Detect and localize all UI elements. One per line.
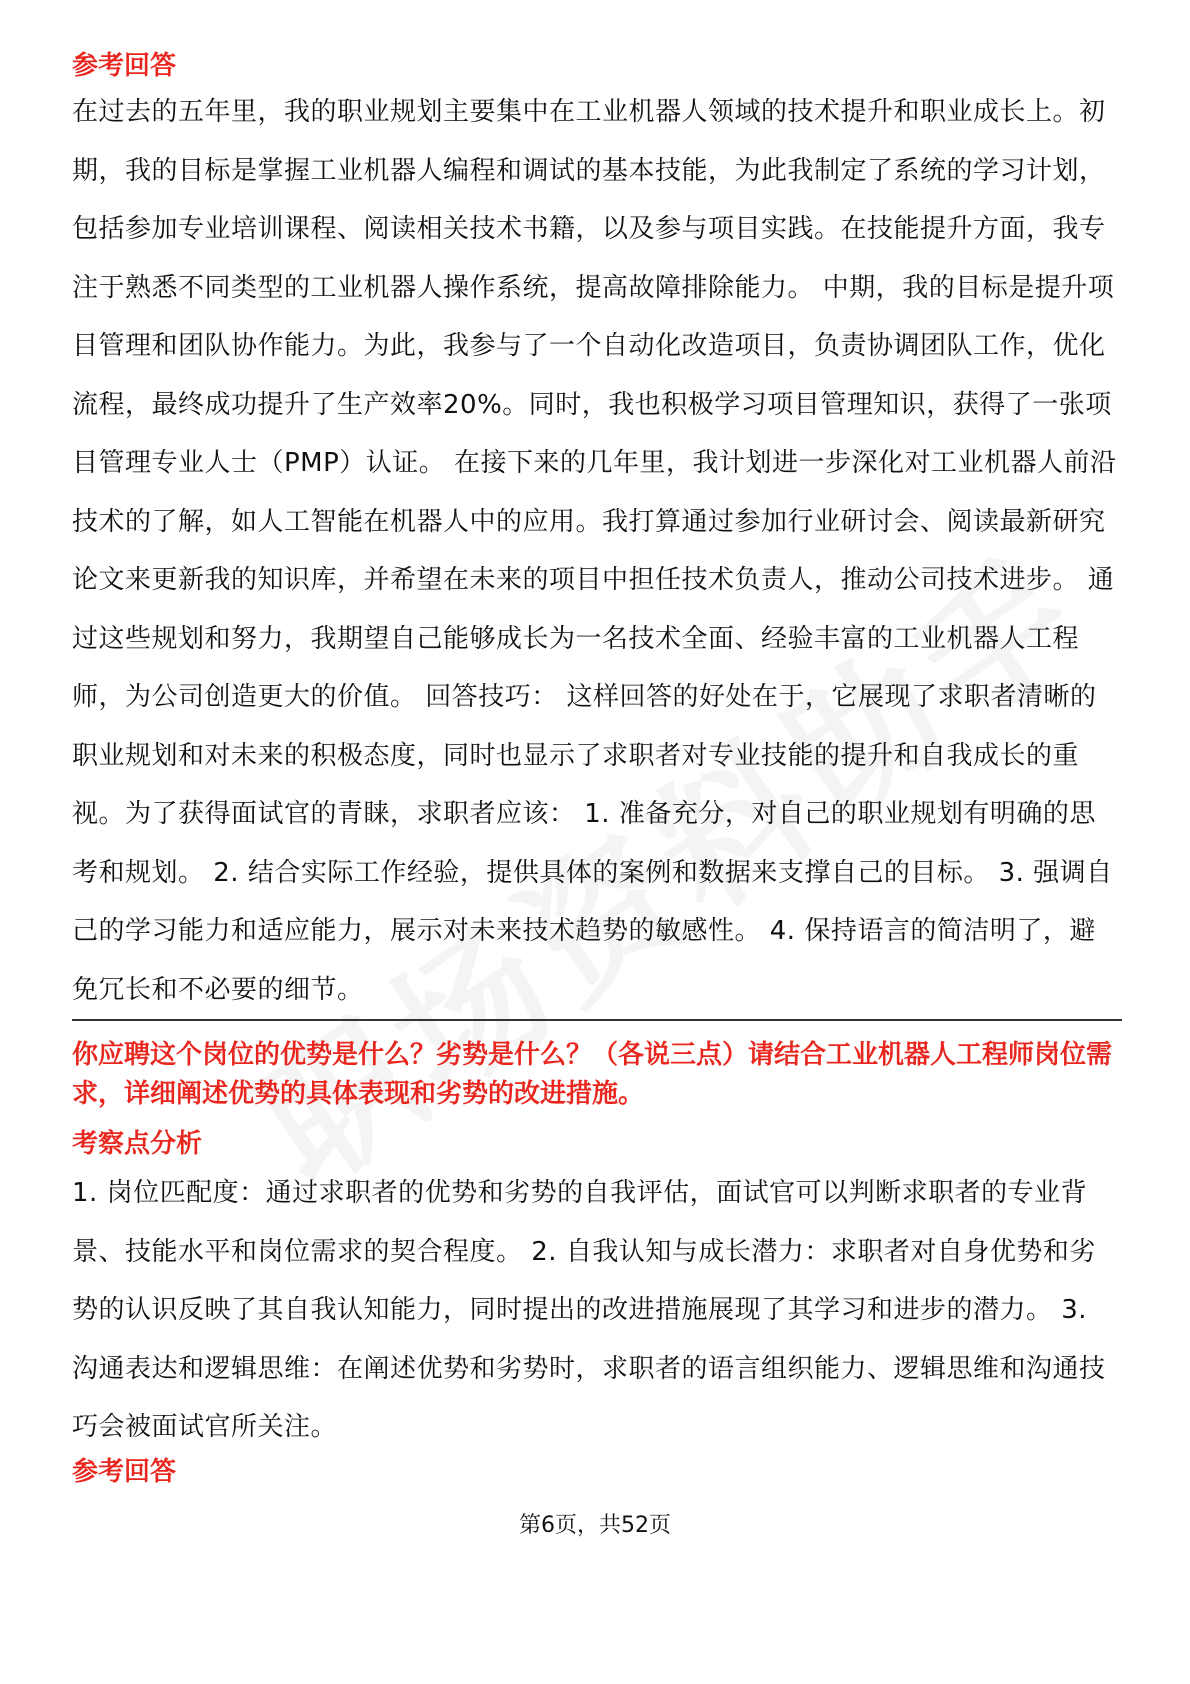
analysis-heading: 考察点分析	[72, 1129, 203, 1159]
reference-answer-heading: 参考回答	[72, 51, 177, 81]
reference-answer-section	[72, 48, 1122, 84]
analysis-heading-block	[72, 1126, 1122, 1162]
reference-answer-body	[72, 83, 1122, 1019]
page-number: 第6页，共52页	[519, 1513, 671, 1538]
question-block	[72, 1036, 1122, 1114]
reference-answer-text: 在过去的五年里，我的职业规划主要集中在工业机器人领域的技术提升和职业成长上。初期，我的目标是掌握工业机器人编程和调试的基本技能，为此我制定了系统的学习计划，包括参加专业培训课程、阅读相关技术书籍，以及参与项目实践。在技能提升方面，我专注于熟悉不同类型的工业机器人操作系统，提高故障排除能力。 中期，我的目标是提升项目管理和团队协作能力。为此，我参与了一个自动化改造项目，负责协调团队工作，优化流程，最终成功提升了生产效率20%。同时，我也积极学习项目管理知识，获得了一张项目管理专业人士（PMP）认证。 在接下来的几年里，我计划进一步深化对工业机器人前沿技术的了解，如人工智能在机器人中的应用。我打算通过参加行业研讨会、阅读最新研究论文来更新我的知识库，并希望在未来的项目中担任技术负责人，推动公司技术进步。 通过这些规划和努力，我期望自己能够成长为一名技术全面、经验丰富的工业机器人工程师，为公司创造更大的价值。 回答技巧： 这样回答的好处在于，它展现了求职者清晰的职业规划和对未来的积极态度，同时也显示了求职者对专业技能的提升和自我成长的重视。为了获得面试官的青睐，求职者应该： 1. 准备充分，对自己的职业规划有明确的思考和规划。 2. 结合实际工作经验，提供具体的案例和数据来支撑自己的目标。 3. 强调自己的学习能力和适应能力，展示对未来技术趋势的敏感性。 4. 保持语言的简洁明了，避免冗长和不必要的细节。	[72, 97, 1117, 1005]
analysis-text: 1. 岗位匹配度：通过求职者的优势和劣势的自我评估，面试官可以判断求职者的专业背景、技能水平和岗位需求的契合程度。 2. 自我认知与成长潜力：求职者对自身优势和劣势的认识反映了其自我认知能力，同时提出的改进措施展现了其学习和进步的潜力。 3. 沟通表达和逻辑思维：在阐述优势和劣势时，求职者的语言组织能力、逻辑思维和沟通技巧会被面试官所关注。	[72, 1178, 1106, 1442]
section-divider	[72, 1019, 1122, 1021]
question-text: 你应聘这个岗位的优势是什么？劣势是什么？（各说三点）请结合工业机器人工程师岗位需求，详细阐述优势的具体表现和劣势的改进措施。	[72, 1040, 1113, 1109]
reference-answer-heading-2: 参考回答	[72, 1457, 177, 1487]
reference-answer-section-2	[72, 1454, 1122, 1490]
analysis-body	[72, 1164, 1122, 1457]
